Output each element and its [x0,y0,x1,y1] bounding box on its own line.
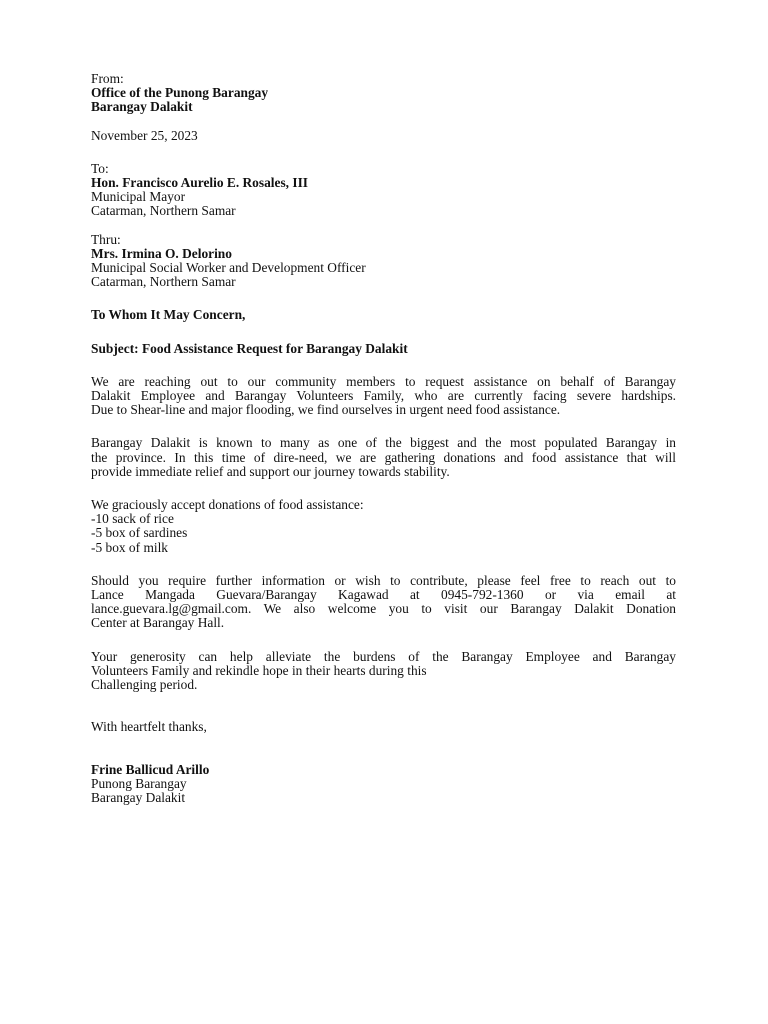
paragraph-line: Should you require further information or wish to contribute, please feel free to reach out to [91,572,676,588]
paragraph-about [91,436,676,479]
paragraph-line: Challenging period. [91,677,198,693]
paragraph-line: Due to Shear-line and major flooding, we find ourselves in urgent need food assistance. [91,402,561,418]
paragraph-line: Barangay Dalakit is known to many as one of the biggest and the most populated Barangay in [91,435,676,451]
signatory-name: Frine Ballicud Arillo [91,761,210,777]
recipient-position: Municipal Mayor [91,189,186,205]
thru-position: Municipal Social Worker and Development Officer [91,260,366,276]
donation-list [91,498,676,555]
recipient-location: Catarman, Northern Samar [91,203,236,219]
closing-phrase: With heartfelt thanks, [91,719,207,735]
letter-date: November 25, 2023 [91,127,198,143]
paragraph-line: Lance Mangada Guevara/Barangay Kagawad at 0945-792-1360 or via email at [91,587,676,603]
donation-item: -5 box of milk [91,539,168,555]
thru-name: Mrs. Irmina O. Delorino [91,245,232,261]
paragraph-line: We are reaching out to our community members to request assistance on behalf of Barangay [91,373,676,389]
paragraph-line: Dalakit Employee and Barangay Volunteers Family, who are currently facing severe hardships. [91,388,676,404]
donation-intro: We graciously accept donations of food assistance: [91,497,364,513]
paragraph-line: Center at Barangay Hall. [91,615,225,631]
signatory-barangay: Barangay Dalakit [91,789,186,805]
salutation: To Whom It May Concern, [91,307,246,323]
paragraph-line: provide immediate relief and support our journey towards stability. [91,463,450,479]
paragraph-line: Your generosity can help alleviate the burdens of the Barangay Employee and Barangay [91,648,676,664]
thru-block [91,233,676,290]
paragraph-line: the province. In this time of dire-need, we are gathering donations and food assistance that will [91,449,676,465]
donation-item: -5 box of sardines [91,525,188,541]
signatory-position: Punong Barangay [91,775,187,791]
signature-block [91,763,676,806]
paragraph-closing [91,650,676,693]
recipient-block [91,162,676,219]
sender-office: Office of the Punong Barangay [91,85,269,101]
donation-item: -10 sack of rice [91,511,174,527]
to-label: To: [91,160,109,176]
subject-line: Subject: Food Assistance Request for Barangay Dalakit [91,340,408,356]
paragraph-line: lance.guevara.lg@gmail.com. We also welcome you to visit our Barangay Dalakit Donation [91,601,676,617]
paragraph-contact [91,574,676,631]
recipient-name: Hon. Francisco Aurelio E. Rosales, III [91,175,308,191]
thru-label: Thru: [91,231,121,247]
from-label: From: [91,71,124,86]
paragraph-line: Volunteers Family and rekindle hope in their hearts during this [91,662,427,678]
thru-location: Catarman, Northern Samar [91,274,236,290]
sender-block [91,72,676,115]
paragraph-intro [91,375,676,418]
sender-barangay: Barangay Dalakit [91,99,193,115]
